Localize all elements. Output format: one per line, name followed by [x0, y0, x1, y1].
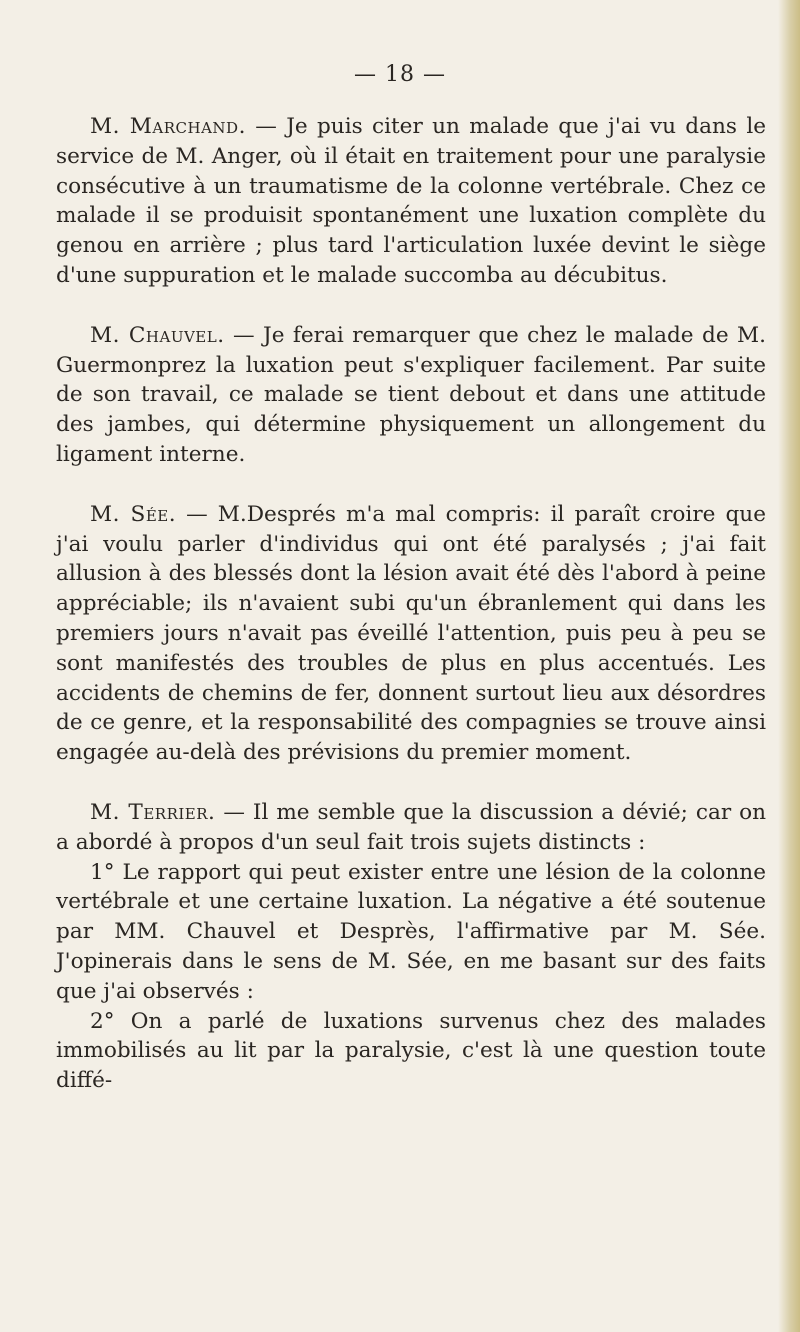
page-edge — [778, 0, 800, 1332]
paragraph-text: — Je puis citer un malade que j'ai vu dans le service de M. Anger, où il était en traitement pour une paralysie consécutive à un traumatisme de la colonne vertébrale. Chez ce malade il se produisit spontanément une luxation complète du genou en arrière ; plus tard l'articulation luxée devint le siège d'une suppuration et le malade succomba au décubitus. — [56, 114, 766, 288]
paragraph-chauvel — [56, 321, 766, 470]
paragraph-text: — Je ferai remarquer que chez le malade de M. Guermonprez la luxation peut s'expliquer facilement. Par suite de son travail, ce malade se tient debout et dans une attitude des jambes, qui détermine physiquement un allongement du ligament interne. — [56, 322, 767, 467]
paragraph-text: — M.Després m'a mal compris: il paraît croire que j'ai voulu parler d'individus qui ont été paralysés ; j'ai fait allusion à des blessés dont la lésion avait été dès l'abord à peine appréciable; ils n'avaient subi qu'un ébranlement qui dans les premiers jours n'avait pas éveillé l'attention, puis peu à peu se sont manifestés des troubles de plus en plus accentués. Les accidents de chemins de fer, donnent surtout lieu aux désordres de ce genre, et la responsabilité des compagnies se trouve ainsi engagée au-delà des prévisions du premier moment. — [56, 501, 766, 766]
paragraph-terrier — [56, 798, 766, 858]
speaker-name: M. Sée. — [90, 501, 177, 527]
paragraph-marchand — [56, 112, 766, 291]
speaker-name: M. Chauvel. — [90, 322, 225, 348]
text-body — [56, 112, 766, 1096]
paragraph-text: 2° On a parlé de luxations survenus chez des malades immobilisés au lit par la paralysie, c'est là une question toute diffé- — [56, 1008, 766, 1094]
paragraph-text: 1° Le rapport qui peut exister entre une lésion de la colonne vertébrale et une certaine luxation. La négative a été soutenue par MM. Chauvel et Desprès, l'affirmative par M. Sée. J'opinerais dans le sens de M. Sée, en me basant sur des faits que j'ai observés : — [56, 859, 766, 1004]
paragraph-see — [56, 500, 766, 768]
speaker-name: M. Marchand. — [90, 114, 246, 139]
speaker-name: M. Terrier. — [90, 799, 216, 825]
paragraph-point-2 — [56, 1007, 766, 1096]
page-number: — 18 — — [354, 62, 446, 87]
paragraph-point-1 — [56, 858, 766, 1007]
paragraph-text: — Il me semble que la discussion a dévié; car on a abordé à propos d'un seul fait trois sujets distincts : — [56, 799, 767, 855]
